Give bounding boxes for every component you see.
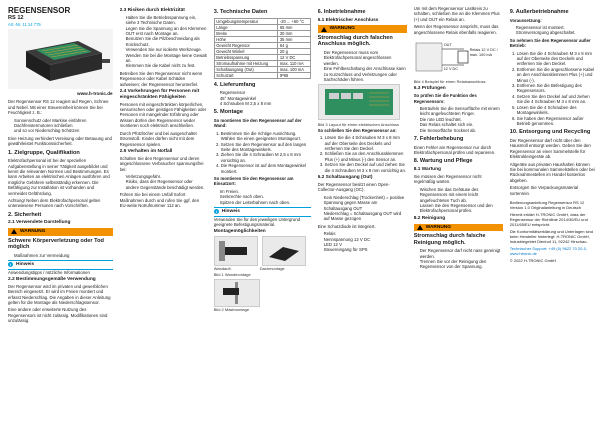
connection-layout-figure	[318, 84, 400, 120]
part-number: Art.-Nr. 11 14 775	[8, 21, 41, 27]
section-heading: 2. Sicherheit	[8, 211, 42, 218]
column-3	[214, 6, 311, 422]
spec-name: Schaltausgang (Out)	[214, 66, 278, 72]
spec-value: 30 mm	[278, 30, 310, 36]
wall-mount-illustration	[215, 237, 257, 265]
subsection-heading: 6.2 Schaltausgang (Out)	[317, 175, 373, 181]
figure-label: Dachmontage	[259, 266, 285, 272]
info-icon: i	[215, 209, 217, 215]
section-text: Um mit dem Regensensor Lastkreis zu schalten, schließen Sie an die Klemmen Plus (+) und OUT ein Relais an.	[413, 6, 500, 22]
legal-text: Die Konformitätserklärung und Unterlagen sind beim Hersteller hinterlegt: H-TRONIC GmbH, Industriegebiet Dienhof 11, 92242 Hirschau.	[509, 228, 593, 244]
spec-value: max. 110 mA	[278, 60, 310, 66]
subsection-heading: 2.3 Risiken durch Elektrizität	[119, 8, 185, 13]
warning-bar	[414, 224, 503, 231]
column-6	[510, 6, 595, 422]
list-item: • Der Regensensor muss vom Elektrofachpersonal angeschlossen werden.	[324, 50, 407, 66]
list-item: • Trennen Sie vor der Reinigung den Regensensor von der Spannung.	[420, 259, 503, 270]
spec-value: -20 ... +60 °C	[278, 18, 310, 24]
hint-label: Hinweis	[16, 262, 35, 268]
relay-diagram	[414, 37, 502, 77]
subsection-heading: 6.3 Prüfungen	[413, 86, 446, 92]
relay-label: Relais 12 V DC / max. 100 mA	[469, 48, 498, 57]
spec-value: 20 g	[278, 48, 310, 54]
spec-name: Gewicht Winkel	[214, 48, 278, 54]
spec-name: Schutzart	[214, 72, 278, 78]
warning-bar	[8, 228, 113, 235]
intro-text: Der Regensensor RS 12 reagiert auf Regen, Schnee und Nebel. Mit einer Steuereinheit können Sie bei Feuchtigkeit z. B.:	[8, 99, 109, 116]
figure-mast-mount	[214, 279, 260, 307]
out-label: OUT	[443, 43, 452, 48]
list-item: • Beträufeln Sie die Sensorfläche mit einem leicht angefeuchteten Finger.	[420, 106, 503, 117]
section-heading: 8. Wartung und Pflege	[413, 158, 473, 165]
section-heading: 4. Lieferumfang	[213, 81, 256, 88]
brand-url: www.h-tronic.de	[77, 90, 113, 96]
list-item: • Legen Sie die Spannung an den Klemmen OUT erst nach Montage an.	[126, 26, 207, 37]
list-item: • Halten Sie die Betriebsspannung ein, siehe 3 Technische Daten.	[126, 15, 207, 26]
mounting-figures	[214, 236, 311, 266]
section-text: Sie müssen den Regensensor nicht regelmäßig warten.	[413, 173, 482, 185]
list-item: • Lassen Sie den Regensensor und den Elektrofachpersonal prüfen.	[420, 203, 503, 214]
legal-text: Bedienungsanleitung Regensensor RS 12 Version 1.0 Originalanleitung in Deutsch	[509, 199, 585, 210]
section-text: Betreiben Sie den Regensensor nicht wenn Regensensor oder Kabel Schäden aufweisen; der Regensensor herunterfiel.	[119, 70, 203, 87]
list-item: • Verletzungsgefahr.	[126, 174, 207, 179]
figure-caption: Bild 3 Layout für einen elektrischen Anschluss	[317, 122, 399, 128]
list-item: • Die Sensorfläche trocknet ab.	[420, 128, 503, 133]
section-heading: 10. Entsorgung und Recycling	[509, 129, 591, 136]
intro-text-2: Eine Heizung verhindert Vereisung oder Betauung und gewährleistet Funktionssicherheit.	[8, 135, 112, 147]
column-2	[120, 6, 207, 422]
section-text: Der Regensensor darf nicht über den Hausmüll entsorgt werden. Geben Sie den Regensensor an einer Sammelstelle für Elektrokleingeräte ab.	[509, 137, 591, 160]
sensor-illustration	[8, 29, 113, 89]
hint-bar	[214, 207, 311, 216]
spec-name: Höhe	[214, 36, 278, 42]
section-heading: 3. Technische Daten	[213, 9, 268, 15]
section-text: Elektrofachpersonal ist bei der speziellen Aufgabenstellung in seiner Tätigkeit ausgebildet und kennt die relevanten Normen und Bestimmungen. Es kann Arbeiten an elektrischen Anlagen ausführen und mögliche Gefahren selbstständig erkennen. Die Befähigung zur Installation ist vorhanden und vermeidet Gefährdung.	[8, 158, 110, 196]
subsection-heading: 6.1 Elektrischer Anschluss	[317, 17, 379, 23]
figure-caption: Bild 1 Wandmontage	[213, 271, 251, 277]
list-item: • LED 12 V	[324, 242, 407, 247]
list-item: • Kein Niederschlag (Trockenheit) = positive Spannung gegen Masse am Schaltausgang OUT	[324, 195, 407, 211]
warning-title: Schwere Körperverletzung oder Tod möglich	[8, 237, 104, 251]
list-item: • Wischen Sie das Gehäuse des Regensensors mit einem leicht angefeuchteten Tuch ab.	[420, 187, 503, 203]
mast-mount-illustration	[215, 280, 259, 306]
list-item: • Steuereingang für SPS	[324, 247, 407, 252]
figure-labels	[214, 266, 311, 271]
list-item: • Der Regensensor darf nicht nass gereinigt werden.	[420, 248, 503, 259]
section-text: Personen mit eingeschränkten körperlichen, sensorischen oder geistigen Fähigkeiten oder Personen mit mangelnder Erfahrung oder Wissen dürfen den Regensensor weder montieren noch elektrisch anschließen.	[119, 101, 207, 129]
list-item: • 4 Schrauben M 2,5 x 8 mm	[220, 101, 311, 106]
section-heading: 1. Zielgruppe, Qualifikation	[8, 149, 80, 156]
warning-label: WARNUNG	[425, 224, 452, 230]
section-heading: 5. Montage	[213, 109, 243, 116]
list-item: • Klemmen Sie die Kabel nicht zu fest.	[126, 63, 207, 68]
subsection-heading: 8.1 Wartung	[413, 167, 441, 173]
column-4	[318, 6, 407, 422]
list-item: 2. Entfernen Sie die angeschlossene Kabel an den Anschlussklemmen Plus (+) und Minus (-).	[517, 67, 595, 83]
instruction-heading: Voraussetzung:	[509, 17, 542, 23]
warning-title: Stromschlag durch falsche Reinigung möglich.	[413, 232, 486, 246]
list-item: • Sonnenschutz oder Markise einfahren	[14, 118, 113, 123]
section-text: Entsorgen Sie Verpackungsmaterial sortenrein.	[509, 185, 579, 196]
list-item: 3. Ziehen Sie die 4 Schrauben M 2,5 x 8 mm vorsichtig an.	[221, 152, 311, 163]
figure-caption: Bild 2 Mastmontage	[213, 306, 250, 312]
list-item: • Wenden Sie bei die Montage keine Gewalt an.	[126, 53, 207, 64]
subsection-heading: 2.5 Verhalten im Notfall	[119, 148, 173, 154]
instruction-heading: So montieren Sie den Regensensor am Einsatzort:	[213, 176, 294, 187]
list-item: 6. Sie haben den Regensensor außer Betrieb genommen.	[517, 116, 595, 127]
instruction-heading: So montieren Sie den Regensensor auf der Wand:	[213, 118, 302, 129]
spec-name: Breite	[214, 30, 278, 36]
intro-list	[8, 118, 113, 134]
list-item: • Spitzen der Leiterbahnen nach oben.	[220, 200, 311, 205]
list-item: • Die rote LED leuchtet.	[420, 117, 503, 122]
warning-label: WARNUNG	[20, 229, 46, 235]
spec-value: 12 V DC	[278, 54, 310, 60]
section-text: Eine andere oder erweiterte Nutzung des Regensensors ist nicht zulässig. Modifikationen sind unzulässig.	[8, 307, 108, 324]
subsection-heading: 8.2 Reinigung	[413, 215, 446, 221]
list-item: • Stromversorgung abgeschaltet.	[516, 30, 595, 35]
section-text: Durch Pfützlöcher und bei ausgeschaltet Stromstoß: Kinder dürfen nicht mit dem Regensensor spielen.	[119, 130, 197, 147]
spec-name: Betriebsspannung	[214, 54, 278, 60]
list-item: 2. Schließen Sie an den Anschlussklemmen Plus (+) und Minus (-) den Sensor an.	[325, 151, 407, 162]
support-contact: Technischer Support: +49 (0) 9622 70 20-0, www.htronic.de	[509, 245, 588, 256]
spec-name: Länge	[214, 24, 278, 30]
roof-mount-illustration	[263, 237, 305, 265]
table-row	[214, 60, 310, 66]
section-text: Der Regensensor wird im privaten und gewerblichen Bereich eingesetzt. Er wird im Freien montiert und erfasst Niederschlag. Die Angaben in dieser Anleitung gelten für die Montage als Niederschlagssensor.	[8, 283, 111, 306]
list-item: • Regensensor	[220, 90, 311, 95]
figure-wall-mount	[214, 236, 258, 266]
instruction-heading: So nehmen Sie den Regensensor außer Betrieb:	[509, 37, 591, 49]
list-item: 1. Lösen Sie die 4 Schrauben M 3 x 8 mm auf der Oberseite des Deckels und entfernen Sie den Deckel.	[325, 135, 407, 151]
info-icon: i	[9, 262, 12, 268]
instruction-heading: So schließen Sie den Regensensor an:	[317, 127, 397, 133]
spec-value: 64 g	[278, 42, 310, 48]
figure-caption: Bild 4 Beispiel für einen Relaisanschluss	[413, 79, 486, 85]
section-text: Altgeräte aus privaten Haushalten können Sie bei kommunalen Sammelstellen oder bei Rücknahmestellen im Handel kostenlos abgeben.	[509, 161, 595, 183]
section-heading: 7. Fehlerbehebung	[413, 136, 464, 143]
warning-icon	[417, 225, 423, 230]
section-text: Einen Fehler am Regensensor nur durch Elektrofachpersonal prüfen und reparieren.	[413, 144, 496, 156]
warning-icon	[11, 229, 17, 234]
legal-text: Hiermit erklärt H-TRONIC GmbH, dass der Regensensor der Richtlinie 2014/30/EU und 2011/65/EU entspricht.	[509, 211, 588, 227]
spec-value: 65 mm	[278, 24, 310, 30]
product-model: RS 12	[8, 15, 24, 21]
warning-label: WARNUNG	[329, 26, 355, 32]
risk-list	[120, 15, 207, 69]
hint-text: Verwenden Sie für den jeweiligen Untergrund geeignete Befestigungsmaterial.	[213, 216, 300, 227]
list-item: • 45° Montagewinkel	[220, 96, 311, 101]
column-5	[414, 6, 503, 422]
list-item: • Regensensor ist montiert.	[516, 25, 595, 30]
tech-data-table	[214, 18, 311, 79]
list-item: 3. Setzen Sie den Deckel auf und ziehen Sie die 4 Schrauben M 3 x 8 mm vorsichtig an.	[325, 162, 407, 173]
list-item: • Nennspannung 12 V DC	[324, 237, 407, 242]
section-heading: 6. Inbetriebnahme	[317, 9, 366, 15]
pcb-layout-illustration	[319, 85, 399, 119]
figure-heading: Montagemöglichkeiten	[213, 229, 266, 235]
section-text: Führen Sie bei einem Unfall Sofort Maßnahmen durch und rufen Sie ggf. den EU-weite Notrufnummer 112 an.	[119, 192, 200, 208]
spec-value: IP65	[278, 72, 310, 78]
list-item: 3. Entfernen Sie die Befestigung des Regensensors.	[517, 83, 595, 94]
list-item: • Senkrechte nach oben.	[220, 194, 311, 199]
list-item: • Benutzen Sie die Pilzbeschneidung als Knickschutz.	[126, 36, 207, 47]
list-item: • Eine Fehlbeschaltung der Anschlüsse kann zu Kurzschluss und Verletzungen oder Sachschäden führen.	[324, 66, 407, 82]
section-text: Achtung! Neben dem Elektrofachpersonal gelten unterwiesene Personen nach Vorschriften.	[8, 198, 101, 209]
warning-icon	[321, 27, 327, 32]
column-1	[8, 6, 113, 422]
list-item: • Risiko, dass der Regensensor oder andere Gegenstände beschädigt werden.	[126, 179, 207, 190]
list-item: • und so vor Niederschlag Schützen	[14, 128, 113, 133]
instruction-heading: So prüfen Sie die Funktion des Regensensors:	[413, 93, 477, 104]
list-item: 5. Lösen Sie die 4 Schrauben des Montagewinkels.	[517, 105, 595, 116]
list-item: • Maßnahmen zur Vermeidung	[14, 253, 113, 258]
list-item: • Relais	[324, 231, 407, 236]
subsection-heading: 2.4 Vorkehrungen für Personen mit eingeschränkten Fähigkeiten	[119, 89, 200, 100]
spec-value: max. 100 mA	[278, 66, 310, 72]
section-heading: 9. Außerbetriebnahme	[509, 9, 569, 15]
spec-name: Umgebungstemperatur	[214, 18, 278, 24]
figure-roof-mount	[262, 236, 306, 266]
list-item: • Im Freien.	[220, 189, 311, 194]
legal-notice	[510, 200, 595, 263]
spec-name: Stromaufnahme mit Heizung	[214, 60, 278, 66]
hint-bar	[8, 260, 113, 269]
copyright: © 2022 H-TRONIC GmbH	[509, 257, 557, 263]
hint-label: Hinweis	[221, 209, 240, 215]
table-row	[214, 72, 310, 78]
section-text: Eine Schutzdiode ist integriert.	[317, 223, 376, 229]
list-item: 4. Die Regensensor ist auf dem Montagewinkel montiert.	[221, 163, 311, 174]
section-text: Der Regensensor besitzt einen Open-Collector-Ausgang (OC).	[317, 181, 390, 193]
spec-value: 35 mm	[278, 36, 310, 42]
spec-name: Gewicht Regensor	[214, 42, 278, 48]
list-item: • Niederschlag = Schaltausgang OUT wird auf Masse gezogen	[324, 211, 407, 222]
voltage-label: 12 V DC	[443, 67, 459, 72]
subsection-heading: 2.1 Verwendete Darstellung	[8, 220, 71, 226]
list-item: • Verwenden Sie nur isolierte Werkzeuge.	[126, 47, 207, 52]
warning-title: Stromschlag durch falschen Anschluss möglich.	[317, 34, 393, 48]
figure-label: Wandaufl.	[213, 266, 232, 272]
list-item: 1. Lösen Sie die 4 Schrauben M 3 x 8 mm auf der Oberseite des Deckels und entfernen Sie den Deckel.	[517, 51, 595, 67]
product-photo	[8, 29, 113, 89]
hint-text: Anwendungstipps / nützliche Informationen	[8, 269, 90, 275]
list-item: • Das Relais schaltet sich ein.	[420, 122, 503, 127]
warning-bar	[318, 25, 407, 32]
list-item: 2. Setzen Sie den Regensensor auf den langen Seite des Montagewinkels.	[221, 142, 311, 153]
section-text: Wenn der Regensensor anspricht, muss das angeschlossene Relais ebenfalls reagieren.	[413, 24, 499, 35]
list-item: 1. Bestimmen Sie die richtige Ausrichtung. Wählen Sie einen geeigneten Montageort.	[221, 131, 311, 142]
subsection-heading: 2.2 Bestimmungsgemäße Verwendung	[8, 277, 96, 283]
section-text: Schalten Sie den Regensensor und deren angeschlossene Verbraucher spannungsfrei bei:	[119, 155, 204, 172]
list-item: 4. Setzen Sie den Deckel auf und ziehen Sie die 4 Schrauben M 3 x 8 mm an.	[517, 94, 595, 105]
list-item: • Dachfenstermotoren schließen	[14, 123, 113, 128]
product-title: REGENSENSOR	[8, 6, 71, 15]
